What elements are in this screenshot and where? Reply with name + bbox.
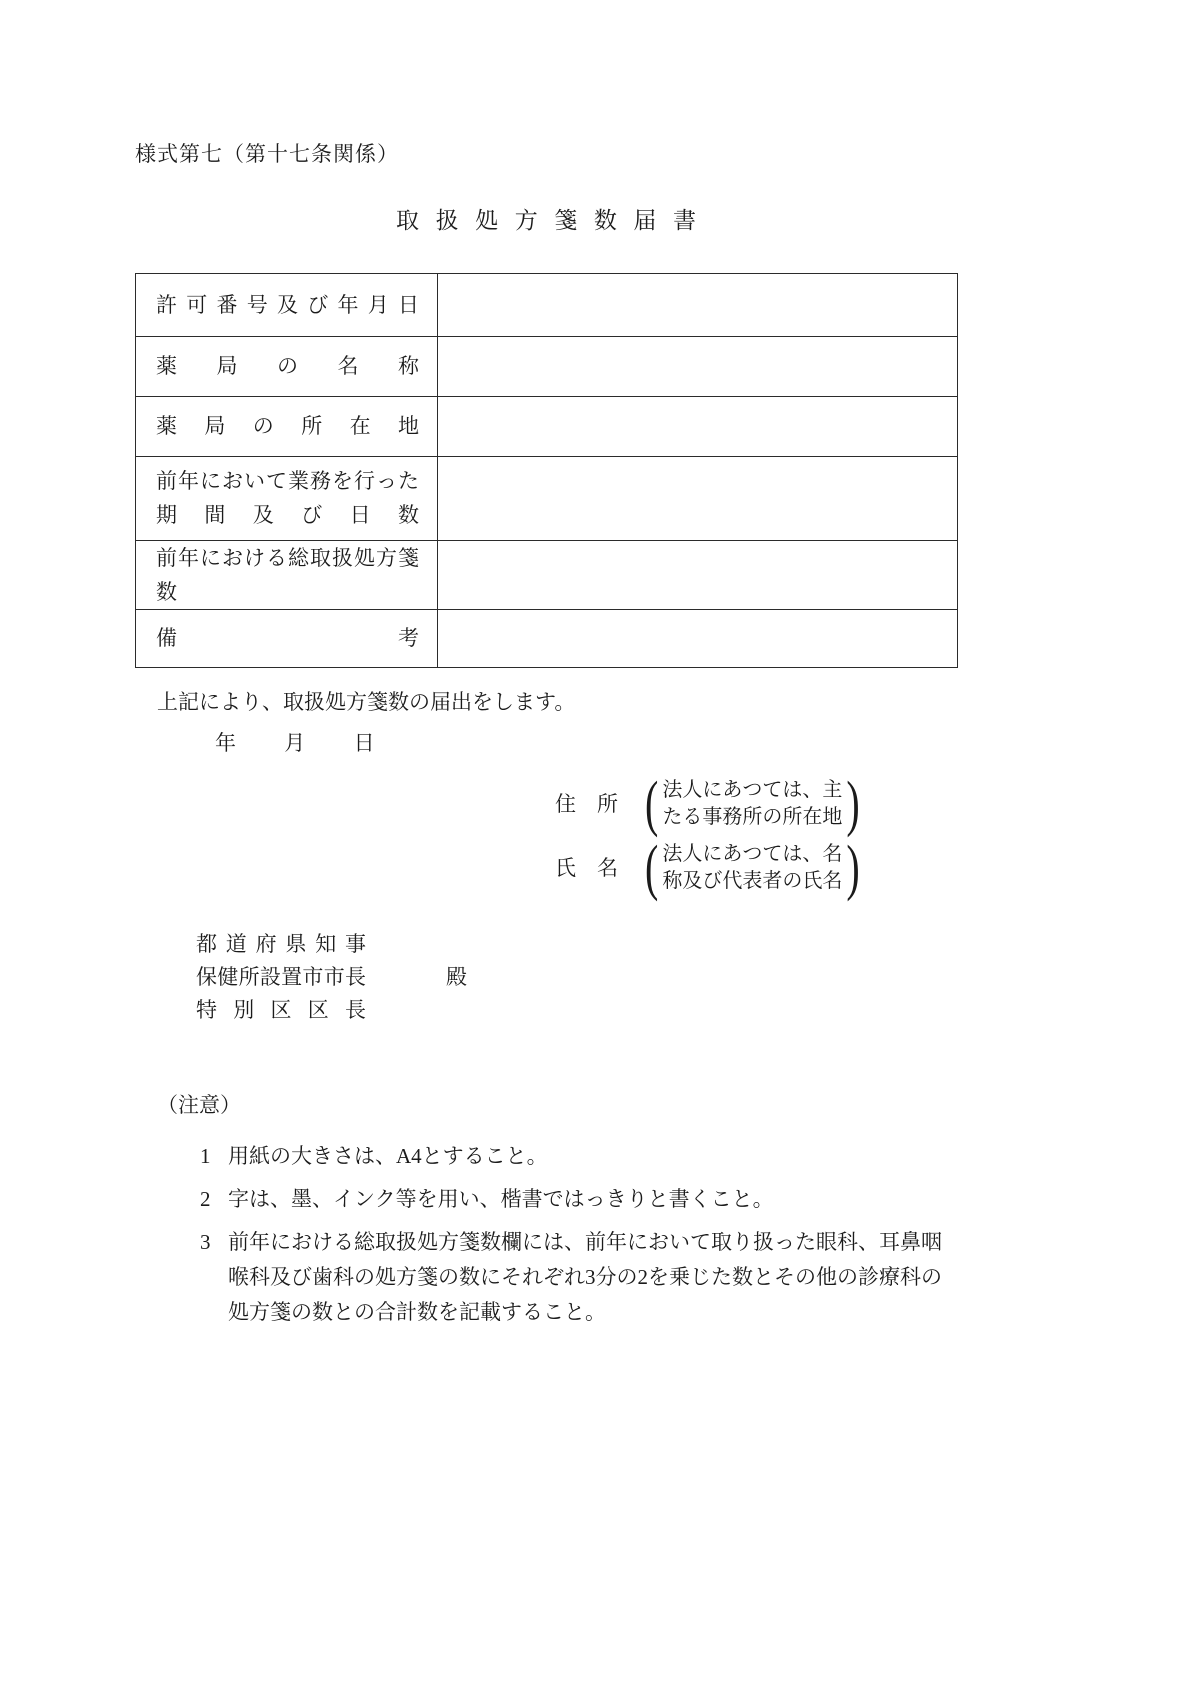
addressee-block (196, 928, 957, 1027)
address-note-line-2: たる事務所の所在地 (662, 806, 843, 829)
signature-block (555, 768, 957, 903)
row-value-cell (438, 396, 958, 456)
name-note-line-1: 法人にあつては、名 (662, 843, 843, 866)
row-value-cell (438, 540, 958, 609)
form-number: 様式第七（第十七条関係） (135, 142, 399, 166)
addressee-line-mayor-row (196, 961, 957, 994)
row-label-line-1: 前年において業務を行った (156, 469, 419, 494)
row-label-cell (136, 540, 438, 609)
declaration-statement: 上記により、取扱処方箋数の届出をします。 (157, 689, 576, 714)
note-item (200, 1182, 957, 1217)
notes-list (200, 1139, 957, 1330)
note-number: 2 (200, 1186, 211, 1211)
name-row (555, 832, 957, 903)
address-note (658, 777, 846, 831)
table-row (136, 609, 958, 667)
big-paren-close: ) (846, 832, 860, 903)
row-label-cell (136, 273, 438, 336)
table-row (136, 456, 958, 540)
table-row (136, 540, 958, 609)
note-number: 3 (200, 1229, 211, 1254)
note-item (200, 1225, 957, 1330)
notes-heading: （注意） (157, 1093, 241, 1118)
row-label-cell (136, 396, 438, 456)
form-page (135, 0, 957, 1330)
address-row (555, 768, 957, 839)
row-label: 備考 (156, 626, 419, 651)
row-value-cell (438, 273, 958, 336)
row-label-cell (136, 336, 438, 396)
address-note-line-1: 法人にあつては、主 (662, 779, 843, 802)
addressee-line-mayor: 保健所設置市市長 (196, 965, 366, 990)
note-item (200, 1139, 957, 1174)
big-paren-open: ( (645, 768, 659, 839)
table-row (136, 396, 958, 456)
row-label: 薬局の名称 (156, 354, 419, 379)
name-label: 氏名 (555, 855, 639, 880)
big-paren-open: ( (645, 832, 659, 903)
row-label-line-2: 期間及び日数 (156, 503, 419, 528)
row-value-cell (438, 456, 958, 540)
row-label-cell (136, 456, 438, 540)
table-row (136, 273, 958, 336)
row-value-cell (438, 609, 958, 667)
document-title: 取扱処方箋数届書 (396, 208, 713, 234)
big-paren-close: ) (846, 768, 860, 839)
form-table (135, 273, 958, 668)
row-label: 薬局の所在地 (156, 414, 419, 439)
note-text: 前年における総取扱処方箋数欄には、前年において取り扱った眼科、耳鼻咽喉科及び歯科の処方箋の数にそれぞれ3分の2を乗じた数とその他の診療科の処方箋の数との合計数を記載すること。 (228, 1229, 942, 1324)
honorific: 殿 (446, 965, 467, 990)
date-line: 年月日 (215, 730, 423, 755)
row-label-cell (136, 609, 438, 667)
note-text: 用紙の大きさは、A4とすること。 (228, 1143, 548, 1168)
row-value-cell (438, 336, 958, 396)
note-text: 字は、墨、インク等を用い、楷書ではっきりと書くこと。 (228, 1186, 774, 1211)
addressee-line-governor: 都道府県知事 (196, 932, 366, 957)
row-label: 前年における総取扱処方箋数 (156, 545, 419, 604)
note-number: 1 (200, 1143, 211, 1168)
addressee-line-ward-mayor: 特別区区長 (196, 998, 366, 1023)
name-note-line-2: 称及び代表者の氏名 (662, 870, 843, 893)
name-note (658, 841, 846, 895)
table-row (136, 336, 958, 396)
address-label: 住所 (555, 791, 639, 816)
row-label: 許可番号及び年月日 (156, 292, 419, 317)
